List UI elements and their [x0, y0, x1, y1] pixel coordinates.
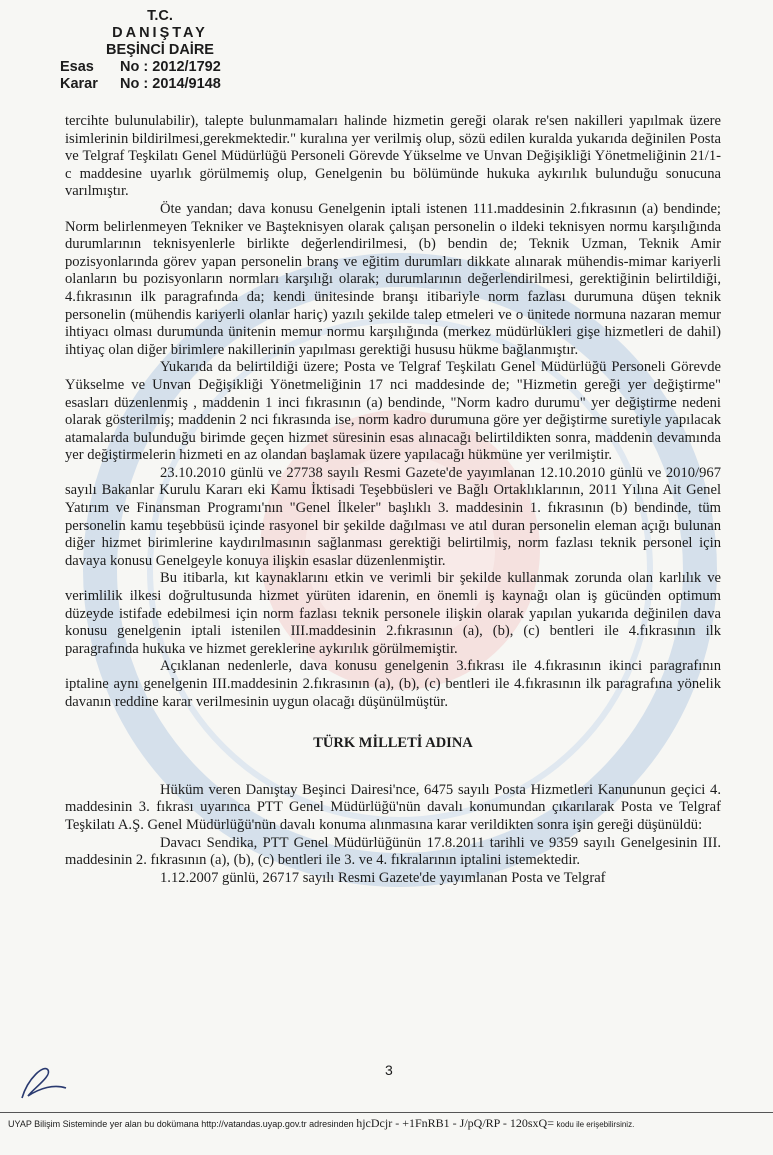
esas-no-label: No — [120, 59, 140, 75]
document-header — [60, 8, 260, 93]
karar-number: : 2014/9148 — [143, 76, 221, 92]
document-body — [65, 113, 721, 887]
paragraph: Davacı Sendika, PTT Genel Müdürlüğünün 17.8.2011 tarihli ve 9359 sayılı Genelgesinin III. maddesinin 2. fıkrasının (a), (b), (c) bentleri ile 3. ve 4. fıkralarının iptalini istemektedir. — [65, 834, 721, 869]
esas-row — [60, 59, 260, 76]
section-title: TÜRK MİLLETİ ADINA — [313, 735, 473, 752]
footer — [8, 1116, 768, 1131]
signature — [14, 1058, 74, 1106]
paragraph: Öte yandan; dava konusu Genelgenin iptali istenen 111.maddesinin 2.fıkrasının (a) bendinde; Norm belirlenmeyen Tekniker ve Başteknisyen olarak çalışan personelin o ildeki teknisyen normu karşılığında durumlarının teknisyenlerle birlikte değerlendirilmesi, (b) bendin de; Teknik Uzman, Teknik Amir pozisyonlarında görev yapan personelin branş ve eğitim durumları dikkate alınarak mühendis-mimar kariyerli olanların bu pozisyonların normları karşılığı olarak; durumlarının değerlendirilmesi, gerektiğinin belirtildiği, 4.fıkrasının ilk paragrafında da; kendi ünitesinde branşı itibariyle norm fazlası durumuna düşen teknik personelin (mühendis kariyerli olanlar hariç) yazılı şekilde talep etmeleri ve o ünitede normuna nazaran memur ihtiyacı olması durumunda ünitenin memur normu karşılığında (merkez müdürlükleri gişe hizmetleri de dahil) ihtiyaç olan diğer birimlere nakillerinin yapılması gerektiği hususu hükme bağlanmıştır. — [65, 200, 721, 358]
page-number: 3 — [385, 1062, 393, 1078]
footer-suffix: kodu ile erişebilirsiniz. — [556, 1120, 635, 1129]
footer-text: UYAP Bilişim Sisteminde yer alan bu dokümana http://vatandas.uyap.gov.tr adresinden — [8, 1119, 354, 1129]
chamber-name: BEŞİNCİ DAİRE — [106, 42, 214, 58]
court-name: DANIŞTAY — [112, 25, 208, 41]
paragraph: Hüküm veren Danıştay Beşinci Dairesi'nce, 6475 sayılı Posta Hizmetleri Kanununun geçici 4. maddesinin 3. fıkrası uyarınca PTT Genel Müdürlüğü'nün davalı konumundan çıkarılarak Posta ve Telgraf Teşkilatı A.Ş. Genel Müdürlüğü'nün davalı konuma alınmasına karar verildikten sonra işin gereği düşünüldü: — [65, 781, 721, 833]
footer-divider — [0, 1112, 773, 1113]
paragraph: Yukarıda da belirtildiği üzere; Posta ve Telgraf Teşkilatı Genel Müdürlüğü Personeli Görevde Yükselme ve Unvan Değişikliği Yönetmeliğinin 17 nci maddesinde de; "Hizmetin gereği yer değiştirme" esasları düzenlenmiş , maddenin 1 inci fıkrasının (a) bendinde, "Norm kadro durumu" yer değiştirme nedeni olarak gösterilmiş; maddenin 2 nci fıkrasında ise, norm kadro durumuna göre yer değiştirme suretiyle yapılacak atamalarda bulunduğu birimde geçen hizmet süresinin esas alınacağı belirtildikten sonra, maddenin devamında yer değiştirmelerin hizmeti en az olandan başlamak üzere yapılacağı hükmüne yer verilmiştir. — [65, 359, 721, 464]
karar-label: Karar — [60, 76, 98, 92]
karar-row — [60, 76, 260, 93]
paragraph: 1.12.2007 günlü, 26717 sayılı Resmi Gazete'de yayımlanan Posta ve Telgraf — [160, 869, 606, 886]
karar-no-label: No — [120, 76, 140, 92]
esas-number: : 2012/1792 — [143, 59, 221, 75]
footer-access-code: hjcDcjr - +1FnRB1 - J/pQ/RP - 120sxQ= — [356, 1116, 554, 1130]
paragraph: Bu itibarla, kıt kaynaklarını etkin ve verimli bir şekilde kullanmak zorunda olan karlılık ve verimlilik ilkesi doğrultusunda hizmet yürüten idarenin, en önemli iş kaynağı olan iş gücünden optimum düzeyde istifade edebilmesi için norm fazlası teknik personele ilişkin olarak yapılan yukarıda değinilen dava konusu genelgenin iptali istenilen III.maddesinin 2.fıkrasının (a), (b), (c) bentleri ile 4.fıkrasının ilk paragrafında hukuka ve hizmet gereklerine aykırılık görülmemiştir. — [65, 570, 721, 657]
paragraph: 23.10.2010 günlü ve 27738 sayılı Resmi Gazete'de yayımlanan 12.10.2010 günlü ve 2010/967 sayılı Bakanlar Kurulu Kararı eki Kamu İktisadi Teşebbüsleri ve Bağlı Ortaklıklarının, 2011 Yılına Ait Genel Yatırım ve Finansman Programı'nın "Genel İlkeler" başlıklı 3. maddesinin 1. fıkrasının (b) bendinde, tüm personelin kamu teşebbüsü içinde rasyonel bir şekilde dağılması ve atıl duran personelin eleman açığı bulunan diğer hizmet birimlerine kaydırılmasının sağlanması gerektiği belirtilmiş, norm fazlası teknik personel için davaya konusu Genelgeyle konuya ilişkin esaslar düzenlenmiştir. — [65, 464, 721, 569]
paragraph: Açıklanan nedenlerle, dava konusu genelgenin 3.fıkrası ile 4.fıkrasının ikinci paragrafının iptaline aynı genelgenin III.maddesinin 2.fıkrasının (a), (b), (c) bentleri ile 4.fıkrasının ilk paragrafına yönelik davanın reddine karar verilmesinin uygun olacağı düşünülmüştür. — [65, 658, 721, 710]
tc-label: T.C. — [147, 8, 173, 24]
paragraph: tercihte bulunulabilir), talepte bulunmamaları halinde hizmetin gereği olarak re'sen nakilleri yapılmak üzere isimlerinin bildirilmesi,gerekmektedir." kuralına yer verilmiş olup, sözü edilen kuralda yukarıda değinilen Posta ve Telgraf Teşkilatı Genel Müdürlüğü Personeli Görevde Yükselme ve Unvan Değişikliği Yönetmeliğinin 21/1-c maddesine uyarlık görülmemiş olup, Genelgenin bu bölümünde hukuka aykırılık bulunduğu sonucuna varılmıştır. — [65, 113, 721, 200]
esas-label: Esas — [60, 59, 94, 75]
